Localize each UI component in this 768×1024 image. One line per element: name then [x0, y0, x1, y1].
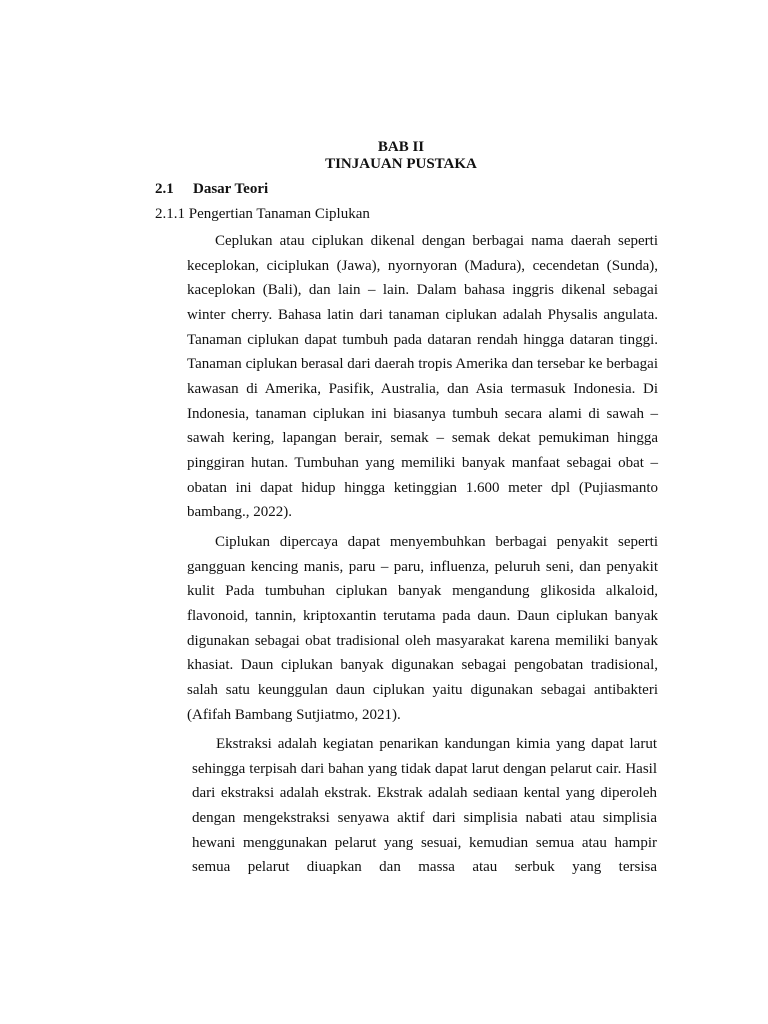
chapter-number: BAB II — [377, 139, 425, 155]
paragraph-2: Ciplukan dipercaya dapat menyembuhkan berbagai penyakit seperti gangguan kencing manis, paru – paru, influenza, peluruh seni, dan penyakit kulit Pada tumbuhan ciplukan banyak mengandung glikosida alkaloid, flavonoid, tannin, kriptoxantin terutama pada daun. Daun ciplukan banyak digunakan sebagai obat tradisional oleh masyarakat karena memiliki banyak khasiat. Daun ciplukan banyak digunakan sebagai pengobatan tradisional, salah satu keunggulan daun ciplukan yaitu digunakan sebagai antibakteri (Afifah Bambang Sutjiatmo, 2021). — [187, 534, 658, 723]
section-number: 2.1 — [155, 181, 174, 197]
chapter-title: TINJAUAN PUSTAKA — [325, 156, 477, 172]
paragraph-3: Ekstraksi adalah kegiatan penarikan kandungan kimia yang dapat larut sehingga terpisah dari bahan yang tidak dapat larut dengan pelarut cair. Hasil dari ekstraksi adalah ekstrak. Ekstrak adalah sediaan kental yang diperoleh dengan mengekstraksi senyawa aktif dari simplisia nabati atau simplisia hewani menggunakan pelarut yang sesuai, kemudian semua atau hampir semua pelarut diuapkan dan massa atau serbuk yang tersisa — [192, 736, 657, 876]
subsection-heading: 2.1.1 Pengertian Tanaman Ciplukan — [155, 206, 370, 222]
paragraph-1: Ceplukan atau ciplukan dikenal dengan berbagai nama daerah seperti keceplokan, ciciplukan (Jawa), nyornyoran (Madura), cecendetan (Sunda), kaceplokan (Bali), dan lain – lain. Dalam bahasa inggris dikenal sebagai winter cherry. Bahasa latin dari tanaman ciplukan adalah Physalis angulata. Tanaman ciplukan dapat tumbuh pada dataran rendah hingga dataran tinggi. Tanaman ciplukan berasal dari daerah tropis Amerika dan tersebar ke berbagai kawasan di Amerika, Pasifik, Australia, dan Asia termasuk Indonesia. Di Indonesia, tanaman ciplukan ini biasanya tumbuh secara alami di sawah – sawah kering, lapangan berair, semak – semak dekat pemukiman hingga pinggiran hutan. Tumbuhan yang memiliki banyak manfaat sebagai obat – obatan ini dapat hidup hingga ketinggian 1.600 meter dpl (Pujiasmanto bambang., 2022). — [187, 233, 658, 521]
section-title: Dasar Teori — [193, 181, 269, 197]
section-heading — [155, 180, 268, 198]
